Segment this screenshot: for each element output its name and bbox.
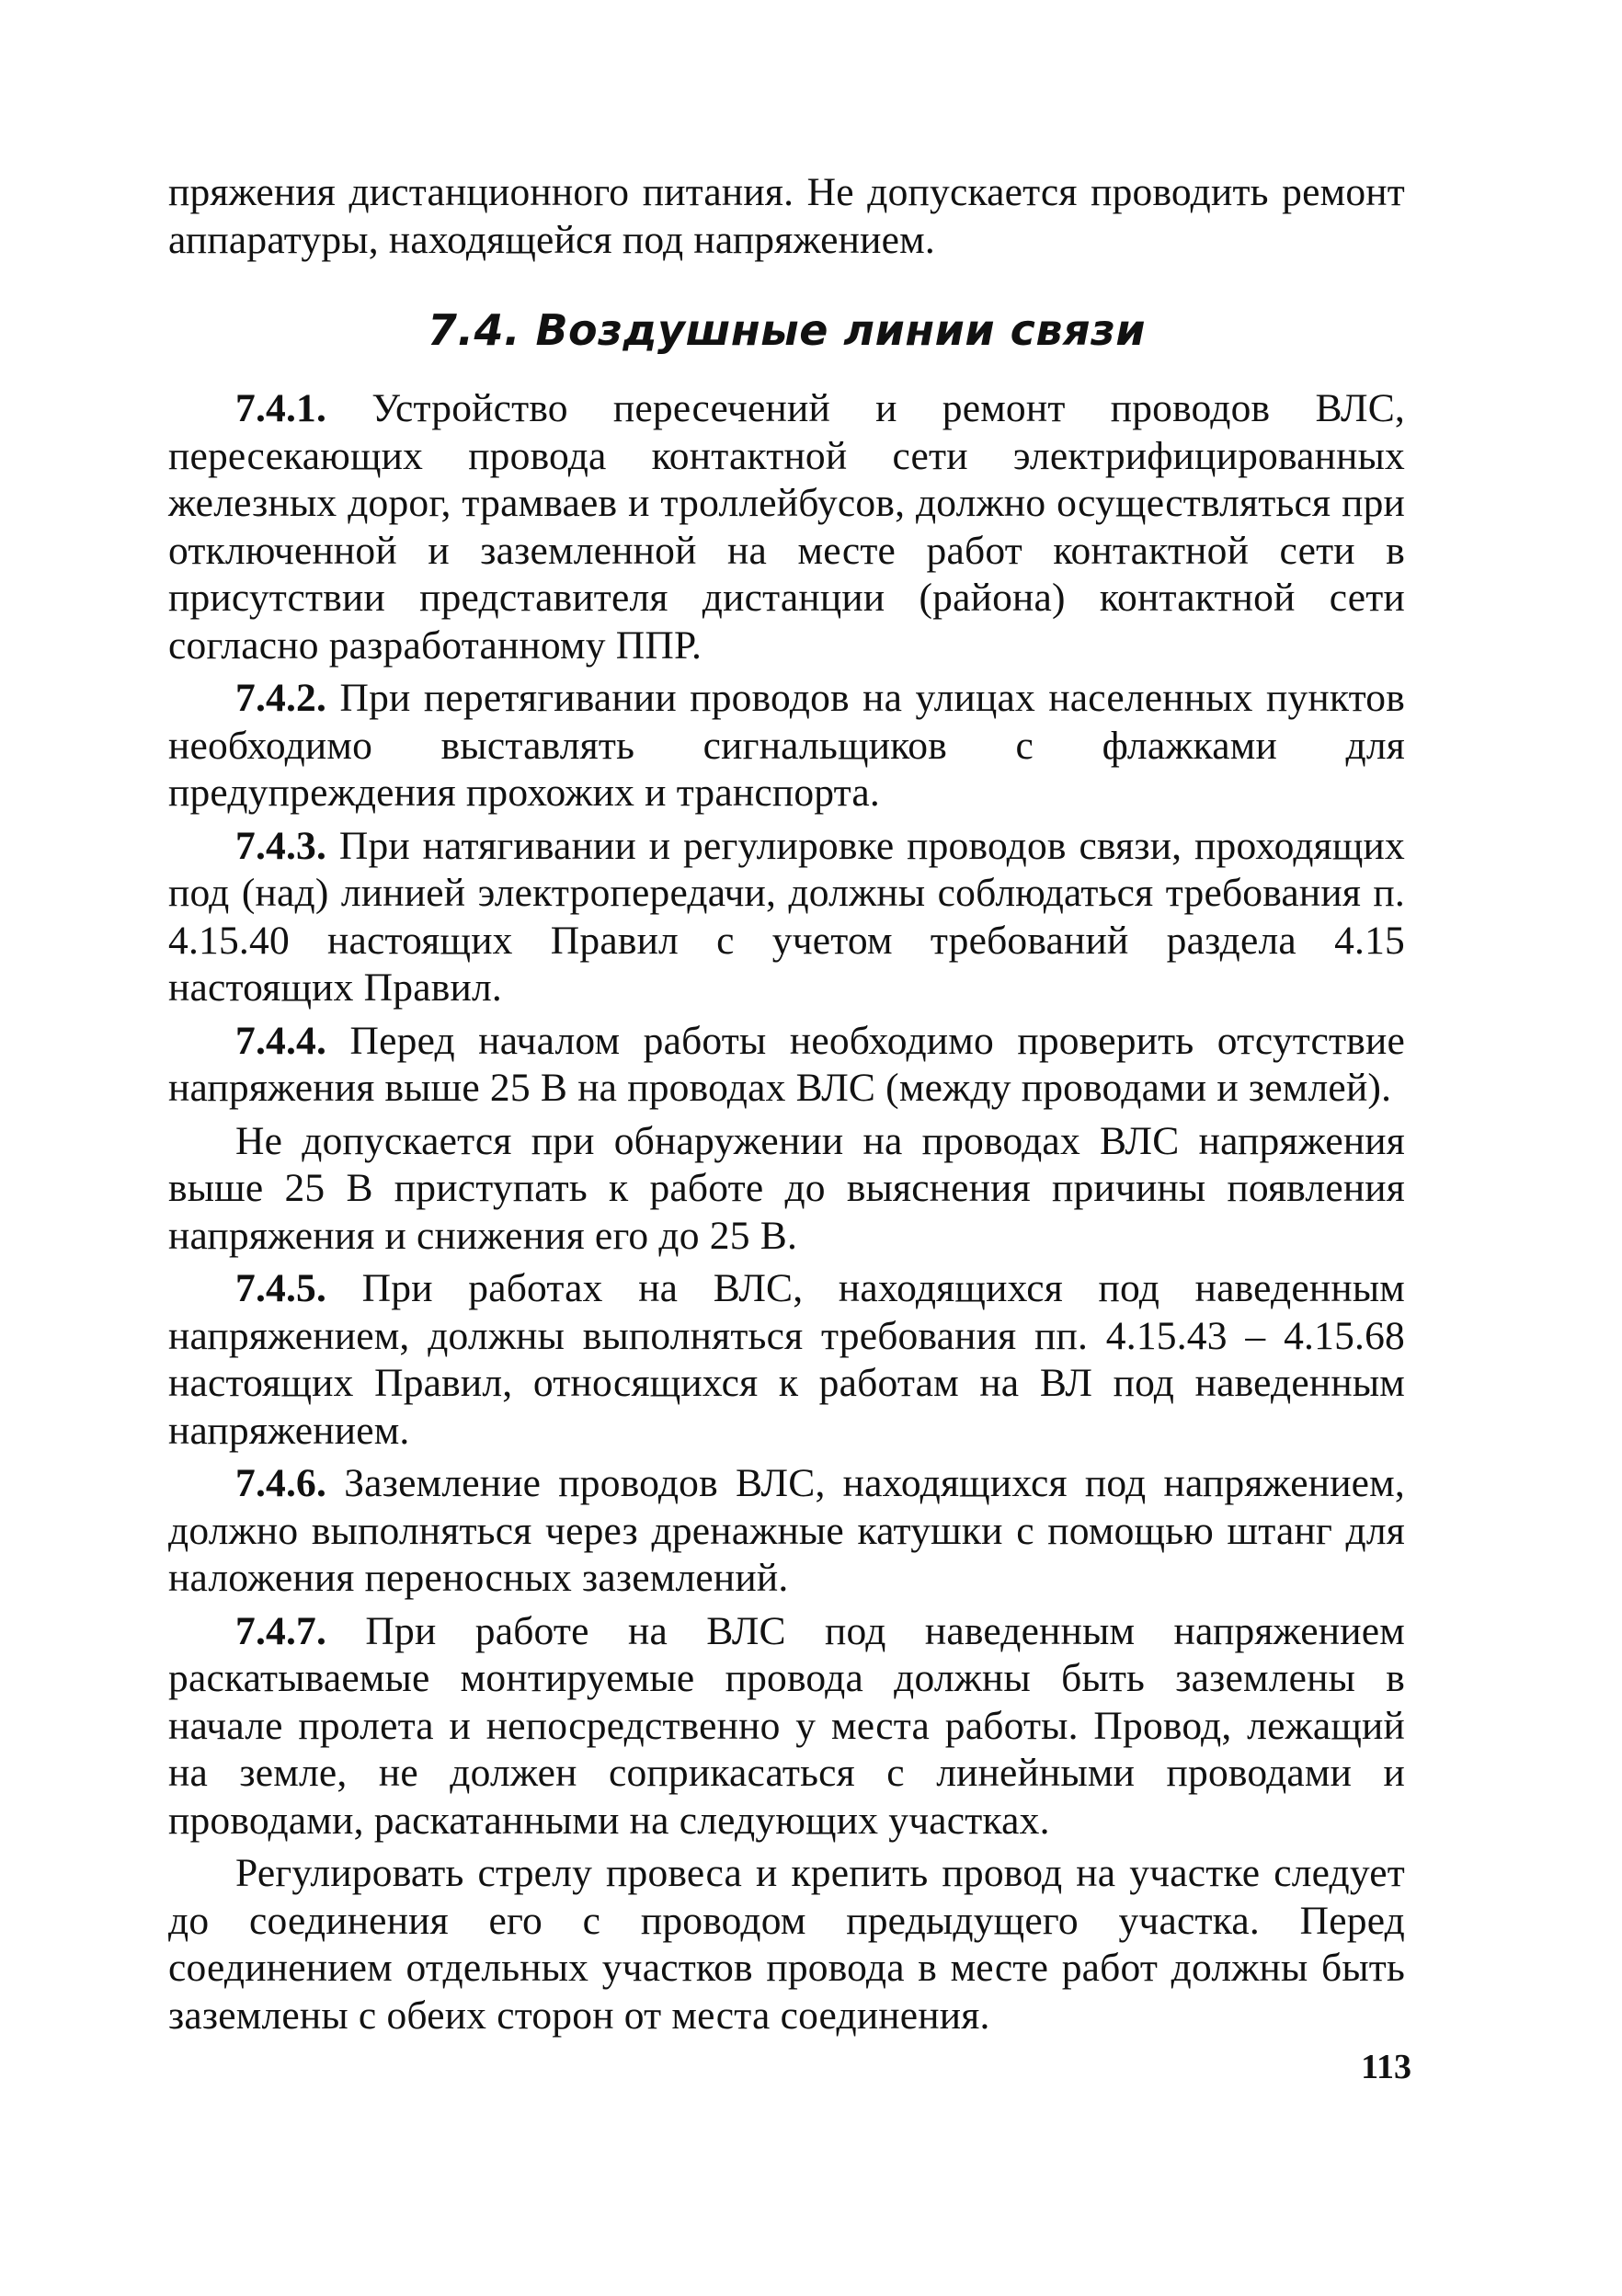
paragraph-number: 7.4.1.: [235, 386, 327, 430]
paragraph-number: 7.4.3.: [235, 823, 327, 868]
text-column: [168, 169, 1405, 2045]
paragraph-7-4-6: [168, 1460, 1405, 1603]
page-number: 113: [1361, 2048, 1411, 2086]
paragraph-7-4-3: [168, 823, 1405, 1012]
paragraph-text: Устройство пересечений и ремонт проводов ВЛС, пересекающих провода контактной сети электрифицированных железных дорог, трамваев и троллейбусов, должно осуществляться при отключенной и заземленной на месте работ контактной сети в присутствии представителя дистанции (района) контактной сети согласно разработанному ППР.: [168, 386, 1405, 668]
section-title: 7.4. Воздушные линии связи: [427, 305, 1146, 355]
paragraph-7-4-5: [168, 1265, 1405, 1455]
paragraph-number: 7.4.2.: [235, 676, 327, 720]
paragraph-number: 7.4.7.: [235, 1608, 327, 1653]
paragraph-7-4-7-continued: [168, 1850, 1405, 2039]
paragraph-7-4-4-continued: [168, 1118, 1405, 1261]
paragraph-text: Перед началом работы необходимо проверить отсутствие напряжения выше 25 В на проводах ВЛС (между проводами и землей).: [168, 1018, 1405, 1110]
paragraph-text: При перетягивании проводов на улицах населенных пунктов необходимо выставлять сигнальщиков с флажками для предупреждения прохожих и транспорта.: [168, 676, 1405, 815]
paragraph-7-4-1: [168, 385, 1405, 669]
paragraph-text: При натягивании и регулировке проводов связи, проходящих под (над) линией электропередачи, должны соблюдаться требования п. 4.15.40 настоящих Правил с учетом требований раздела 4.15 настоящих Правил.: [168, 823, 1405, 1010]
paragraph-text: При работе на ВЛС под наведенным напряжением раскатываемые монтируемые провода должны быть заземлены в начале пролета и непосредственно у места работы. Провод, лежащий на земле, не должен соприкасаться с линейными проводами и проводами, раскатанными на следующих участках.: [168, 1608, 1405, 1843]
paragraph-text: Не допускается при обнаружении на проводах ВЛС напряжения выше 25 В приступать к работе до выяснения причины появления напряжения и снижения его до 25 В.: [168, 1118, 1405, 1258]
paragraph-text: Регулировать стрелу провеса и крепить провод на участке следует до соединения его с проводом предыдущего участка. Перед соединением отдельных участков провода в месте работ должны быть заземлены с обеих сторон от места соединения.: [168, 1851, 1405, 2038]
intro-paragraph: [168, 169, 1405, 264]
paragraph-7-4-2: [168, 675, 1405, 817]
paragraph-7-4-7: [168, 1608, 1405, 1845]
paragraph-7-4-4: [168, 1018, 1405, 1113]
intro-text: пряжения дистанционного питания. Не допускается проводить ремонт аппаратуры, находящейся под напряжением.: [168, 170, 1405, 262]
paragraph-number: 7.4.6.: [235, 1461, 327, 1505]
paragraph-number: 7.4.5.: [235, 1266, 327, 1310]
paragraph-number: 7.4.4.: [235, 1018, 327, 1063]
paragraph-text: Заземление проводов ВЛС, находящихся под напряжением, должно выполняться через дренажные катушки с помощью штанг для наложения переносных заземлений.: [168, 1461, 1405, 1600]
paragraph-text: При работах на ВЛС, находящихся под наведенным напряжением, должны выполняться требования пп. 4.15.43 – 4.15.68 настоящих Правил, относящихся к работам на ВЛ под наведенным напряжением.: [168, 1266, 1405, 1453]
